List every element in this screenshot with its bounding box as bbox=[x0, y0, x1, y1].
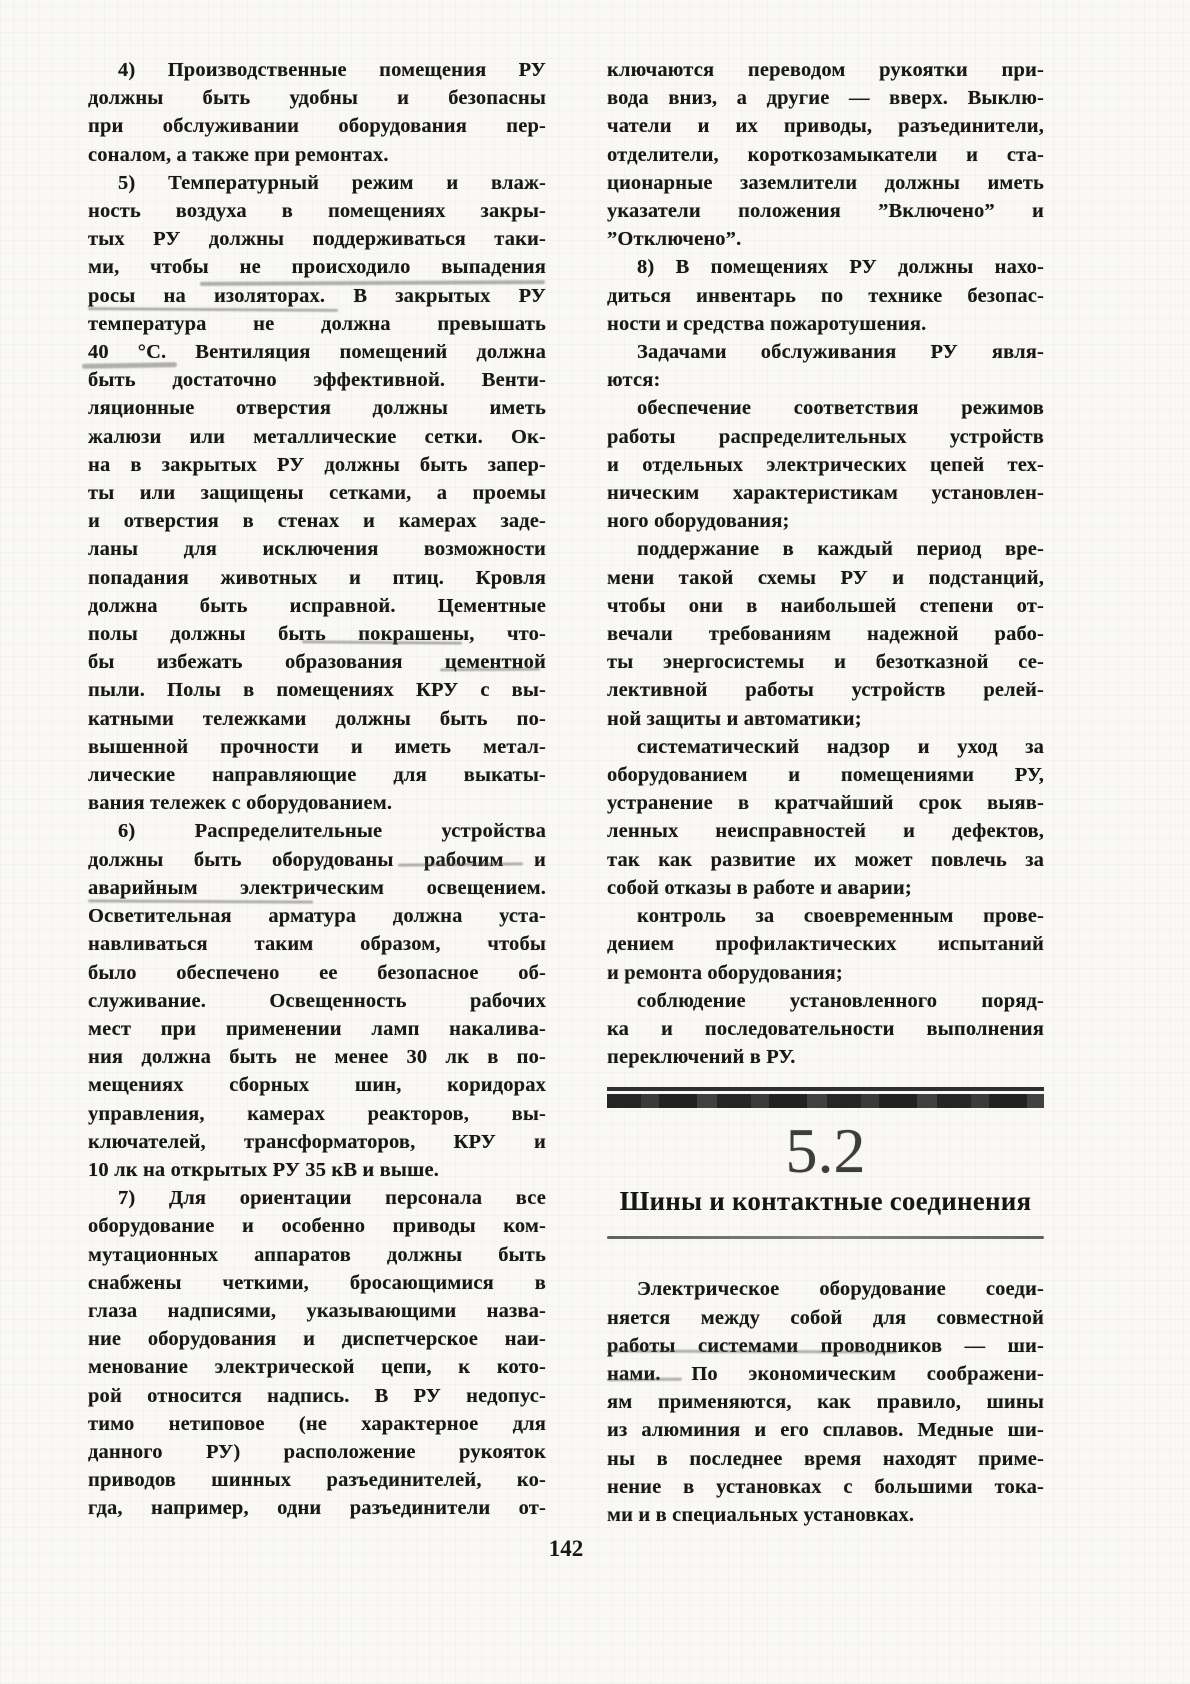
text-line: при обслуживании оборудования пер- bbox=[88, 115, 546, 138]
text-line: ническим характеристикам установлен- bbox=[607, 482, 1044, 505]
text-line: вышенной прочности и иметь метал- bbox=[88, 735, 546, 758]
text-line: и отверстия в стенах и камерах заде- bbox=[88, 510, 546, 533]
text-line: так как развитие их может повлечь за bbox=[607, 848, 1044, 871]
text-line: лические направляющие для выкаты- bbox=[88, 764, 546, 787]
text-line: ность воздуха в помещениях закры- bbox=[88, 200, 546, 223]
text-line: должны быть удобны и безопасны bbox=[88, 87, 546, 110]
right-column-text bbox=[607, 56, 1044, 1071]
text-line: должны быть оборудованы рабочим и bbox=[88, 848, 546, 871]
scan-smudge-mark bbox=[607, 1378, 682, 1382]
text-line: Электрическое оборудование соеди- bbox=[637, 1278, 1044, 1301]
text-line: обеспечение соответствия режимов bbox=[637, 397, 1044, 420]
text-line: менование электрической цепи, к кото- bbox=[88, 1356, 546, 1379]
text-line: навливаться таким образом, чтобы bbox=[88, 933, 546, 956]
text-line: чтобы они в наибольшей степени от- bbox=[607, 594, 1044, 617]
text-line: управления, камерах реакторов, вы- bbox=[88, 1102, 546, 1125]
text-line: ного оборудования; bbox=[607, 510, 790, 533]
text-line: должна быть исправной. Цементные bbox=[88, 594, 546, 617]
text-line: переключений в РУ. bbox=[607, 1046, 796, 1069]
text-line: 8) В помещениях РУ должны нахо- bbox=[637, 256, 1044, 279]
text-line: ты энергосистемы и безотказной се- bbox=[607, 651, 1044, 674]
text-line: ”Отключено”. bbox=[607, 228, 742, 251]
text-line: 4) Производственные помещения РУ bbox=[118, 59, 546, 81]
text-line: попадания животных и птиц. Кровля bbox=[88, 566, 546, 589]
text-line: полы должны быть покрашены, что- bbox=[88, 623, 546, 646]
text-line: нами. По экономическим соображени- bbox=[607, 1362, 1044, 1385]
text-line: было обеспечено ее безопасное об- bbox=[88, 961, 546, 984]
text-line: ционарные заземлители должны иметь bbox=[607, 171, 1044, 194]
text-line: аварийным электрическим освещением. bbox=[88, 876, 546, 899]
text-line: поддержание в каждый период вре- bbox=[637, 538, 1044, 561]
text-line: соблюдение установленного поряд- bbox=[637, 989, 1044, 1012]
text-line: работы системами проводников — ши- bbox=[607, 1334, 1044, 1357]
text-line: ям применяются, как правило, шины bbox=[607, 1391, 1044, 1414]
section-divider-bar bbox=[607, 1087, 1044, 1112]
text-line: контроль за своевременным прове- bbox=[637, 905, 1044, 928]
text-line: 7) Для ориентации персонала все bbox=[118, 1187, 546, 1210]
text-line: устранение в кратчайший срок выяв- bbox=[607, 792, 1044, 815]
page-number: 142 bbox=[548, 1536, 584, 1561]
text-line: оборудование и особенно приводы ком- bbox=[88, 1215, 546, 1238]
text-line: и ремонта оборудования; bbox=[607, 961, 843, 984]
text-line: 10 лк на открытых РУ 35 кВ и выше. bbox=[88, 1158, 440, 1181]
section-title: Шины и контактные соединения bbox=[619, 1186, 1032, 1217]
text-line: глаза надписями, указывающими назва- bbox=[88, 1299, 546, 1322]
text-line: ланы для исключения возможности bbox=[88, 538, 546, 561]
right-column bbox=[607, 56, 1044, 1529]
text-line: и отдельных электрических цепей тех- bbox=[607, 453, 1044, 476]
text-line: 5) Температурный режим и влаж- bbox=[118, 171, 546, 194]
text-line: ключаются переводом рукоятки при- bbox=[607, 59, 1044, 81]
text-line: собой отказы в работе и аварии; bbox=[607, 876, 912, 899]
text-line: ляционные отверстия должны иметь bbox=[88, 397, 546, 420]
text-line: бы избежать образования цементной bbox=[88, 651, 546, 674]
text-line: лективной работы устройств релей- bbox=[607, 679, 1044, 702]
text-line: на в закрытых РУ должны быть запер- bbox=[88, 453, 546, 476]
text-line: мутационных аппаратов должны быть bbox=[88, 1243, 546, 1266]
text-line: тимо нетиповое (не характерное для bbox=[88, 1412, 546, 1435]
text-line: пыли. Полы в помещениях КРУ с вы- bbox=[88, 679, 546, 702]
text-line: ка и последовательности выполнения bbox=[607, 1017, 1044, 1040]
text-line: ми, чтобы не происходило выпадения bbox=[88, 256, 546, 279]
text-line: служивание. Освещенность рабочих bbox=[88, 989, 546, 1012]
text-line: гда, например, одни разъединители от- bbox=[88, 1497, 546, 1520]
section-number: 5.2 bbox=[785, 1115, 866, 1187]
text-line: диться инвентарь по технике безопас- bbox=[607, 284, 1044, 307]
text-line: систематический надзор и уход за bbox=[637, 735, 1044, 758]
text-line: ны в последнее время находят приме- bbox=[607, 1447, 1044, 1470]
text-line: ются: bbox=[607, 369, 661, 392]
text-line: катными тележками должны быть по- bbox=[88, 707, 546, 730]
text-line: вода вниз, а другие — вверх. Выклю- bbox=[607, 87, 1044, 110]
text-line: тых РУ должны поддерживаться таки- bbox=[88, 228, 546, 251]
text-line: 40 °С. Вентиляция помещений должна bbox=[88, 341, 546, 364]
text-line: вечали требованиям надежной рабо- bbox=[607, 623, 1044, 646]
text-line: мест при применении ламп накалива- bbox=[88, 1017, 546, 1040]
text-line: 6) Распределительные устройства bbox=[118, 820, 546, 843]
text-line: чатели и их приводы, разъединители, bbox=[607, 115, 1044, 138]
text-line: нение в установках с большими тока- bbox=[607, 1475, 1044, 1498]
text-line: ние оборудования и диспетчерское наи- bbox=[88, 1328, 546, 1351]
text-line: из алюминия и его сплавов. Медные ши- bbox=[607, 1419, 1044, 1442]
text-line: дением профилактических испытаний bbox=[607, 933, 1044, 956]
text-line: росы на изоляторах. В закрытых РУ bbox=[88, 284, 546, 307]
text-line: работы распределительных устройств bbox=[607, 425, 1044, 448]
text-line: оборудованием и помещениями РУ, bbox=[607, 764, 1044, 787]
text-line: снабжены четкими, бросающимися в bbox=[88, 1271, 546, 1294]
text-line: ты или защищены сетками, а проемы bbox=[88, 482, 546, 505]
text-line: Осветительная арматура должна уста- bbox=[88, 905, 546, 928]
text-line: жалюзи или металлические сетки. Ок- bbox=[88, 425, 546, 448]
text-line: указатели положения ”Включено” и bbox=[607, 200, 1044, 223]
text-line: приводов шинных разъединителей, ко- bbox=[88, 1469, 546, 1492]
section-paragraph bbox=[607, 1275, 1044, 1529]
text-line: быть достаточно эффективной. Венти- bbox=[88, 369, 546, 392]
text-line: данного РУ) расположение рукояток bbox=[88, 1440, 546, 1463]
section-rule bbox=[607, 1236, 1044, 1239]
text-line: ния должна быть не менее 30 лк в по- bbox=[88, 1046, 546, 1069]
text-line: ключателей, трансформаторов, КРУ и bbox=[88, 1130, 546, 1153]
text-line: ной защиты и автоматики; bbox=[607, 707, 862, 730]
text-line: мещениях сборных шин, коридорах bbox=[88, 1074, 546, 1097]
text-line: рой относится надпись. В РУ недопус- bbox=[88, 1384, 546, 1407]
text-line: Задачами обслуживания РУ явля- bbox=[637, 341, 1044, 364]
text-line: ленных неисправностей и дефектов, bbox=[607, 820, 1044, 843]
text-line: соналом, а также при ремонтах. bbox=[88, 143, 389, 166]
text-line: ми и в специальных установках. bbox=[607, 1503, 915, 1526]
text-line: вания тележек с оборудованием. bbox=[88, 792, 393, 815]
text-line: няется между собой для совместной bbox=[607, 1306, 1044, 1329]
left-column bbox=[88, 56, 546, 1523]
text-line: ности и средства пожаротушения. bbox=[607, 312, 927, 335]
text-line: температура не должна превышать bbox=[88, 312, 546, 335]
text-line: отделители, короткозамыкатели и ста- bbox=[607, 143, 1044, 166]
text-line: мени такой схемы РУ и подстанций, bbox=[607, 566, 1044, 589]
